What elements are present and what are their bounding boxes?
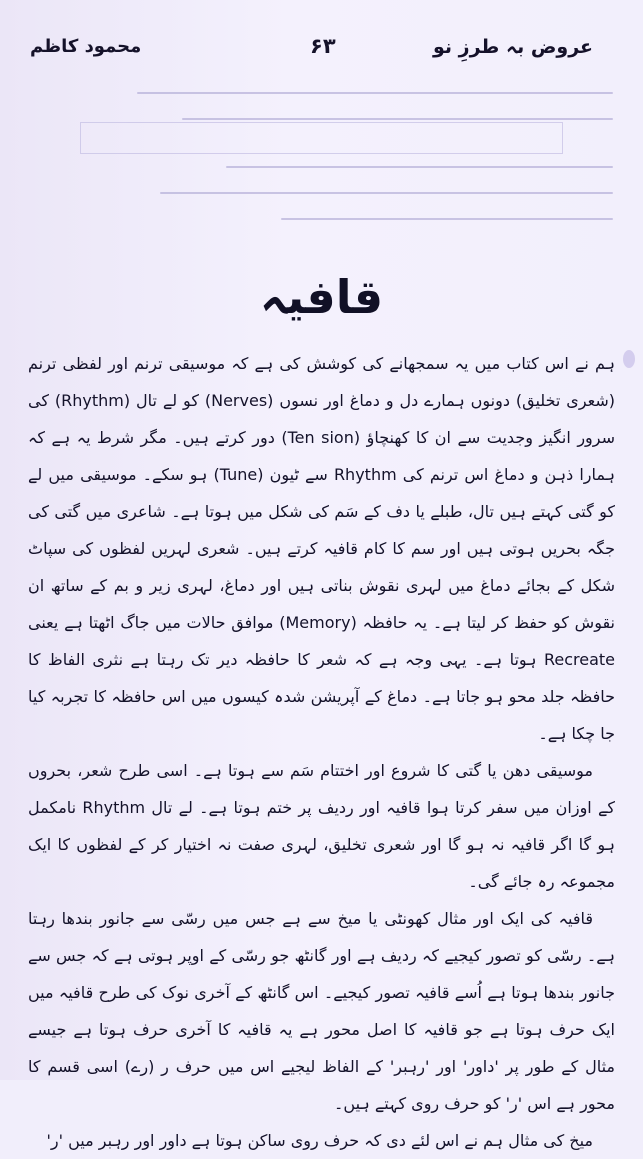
chapter-heading: قافیہ: [259, 270, 384, 324]
paragraph: قافیہ کی ایک اور مثال کھونٹی یا میخ سے ہے جس میں رسّی سے جانور بندھا رہتا ہے۔ رسّی کو تصور کیجیے کہ ردیف ہے اور گانٹھ جو رسّی کے اوپر ہوتی ہے کہ جس سے جانور بندھا ہوتا ہے اُسے قافیہ تصور کیجیے۔ اس گانٹھ کے آخری نوک کی طرح قافیہ میں ایک حرف ہوتا ہے جو قافیہ کا اصل محور ہے یہ قافیہ کا آخری حرف ہوتا ہے جیسے مثال کے طور پر 'داور' اور 'رہبر' کے الفاظ لیجیے اس میں حرف ر (رے) اسی قسم کا محور ہے اس 'ر' کو حرف روی کہتے ہیں۔: [28, 909, 615, 1113]
page-number: ۶۳: [310, 34, 336, 58]
book-title: عروض بہ طرزِ نو: [433, 36, 593, 58]
paragraph: موسیقی دھن یا گتی کا شروع اور اختتام سَم سے ہوتا ہے۔ اسی طرح شعر، بحروں کے اوزان میں سفر کرتا ہوا قافیہ اور ردیف پر ختم ہوتا ہے۔ لے تال Rhythm نامکمل ہو گا اگر قافیہ نہ ہو گا اور شعری تخلیق، لہری صفت نہ اختیار کر کے لفظوں کا ایک مجموعہ رہ جائے گی۔: [28, 761, 616, 891]
margin-mark: [623, 350, 635, 368]
paragraph: میخ کی مثال ہم نے اس لئے دی کہ حرف روی ساکن ہوتا ہے داور اور رہبر میں 'ر': [46, 1131, 593, 1150]
author-name: محمود کاظم: [30, 36, 142, 57]
body-text: [28, 345, 615, 1159]
paragraph: ہم نے اس کتاب میں یہ سمجھانے کی کوشش کی ہے کہ موسیقی ترنم اور لفظی ترنم (شعری تخلیق) دونوں ہمارے دل و دماغ اور نسوں (Nerves) کو لے تال (Rhythm) کی سرور انگیز وجدیت سے ان کا کھنچاؤ (Ten sion) دور کرتے ہیں۔ مگر شرط یہ ہے کہ ہمارا ذہن و دماغ اس ترنم کی Rhythm سے ٹیون (Tune) ہو سکے۔ موسیقی میں لے کو گتی کہتے ہیں تال، طبلے یا دف کے سَم کی شکل میں ہوتا ہے۔ شاعری میں گتی کی جگہ بحریں ہوتی ہیں اور سم کا کام قافیہ کرتے ہیں۔ شعری لہریں لفظوں کی سپاٹ شکل کے بجائے دماغ میں لہری نقوش بناتی ہیں اور دماغ، لہری زیر و بم کے ساتھ ان نقوش کو حفظ کر لیتا ہے۔ یہ حافظہ (Memory) موافق حالات میں جاگ اٹھتا ہے یعنی Recreate ہوتا ہے۔ یہی وجہ ہے کہ شعر کا حافظہ دیر تک رہتا ہے نثری الفاظ کا حافظہ جلد محو ہو جاتا ہے۔ دماغ کے آپریشن شدہ کیسوں میں اس حافظہ کا تجربہ کیا جا چکا ہے۔: [28, 354, 616, 743]
bleed-through-text: [60, 78, 613, 243]
page-header: [30, 30, 593, 70]
